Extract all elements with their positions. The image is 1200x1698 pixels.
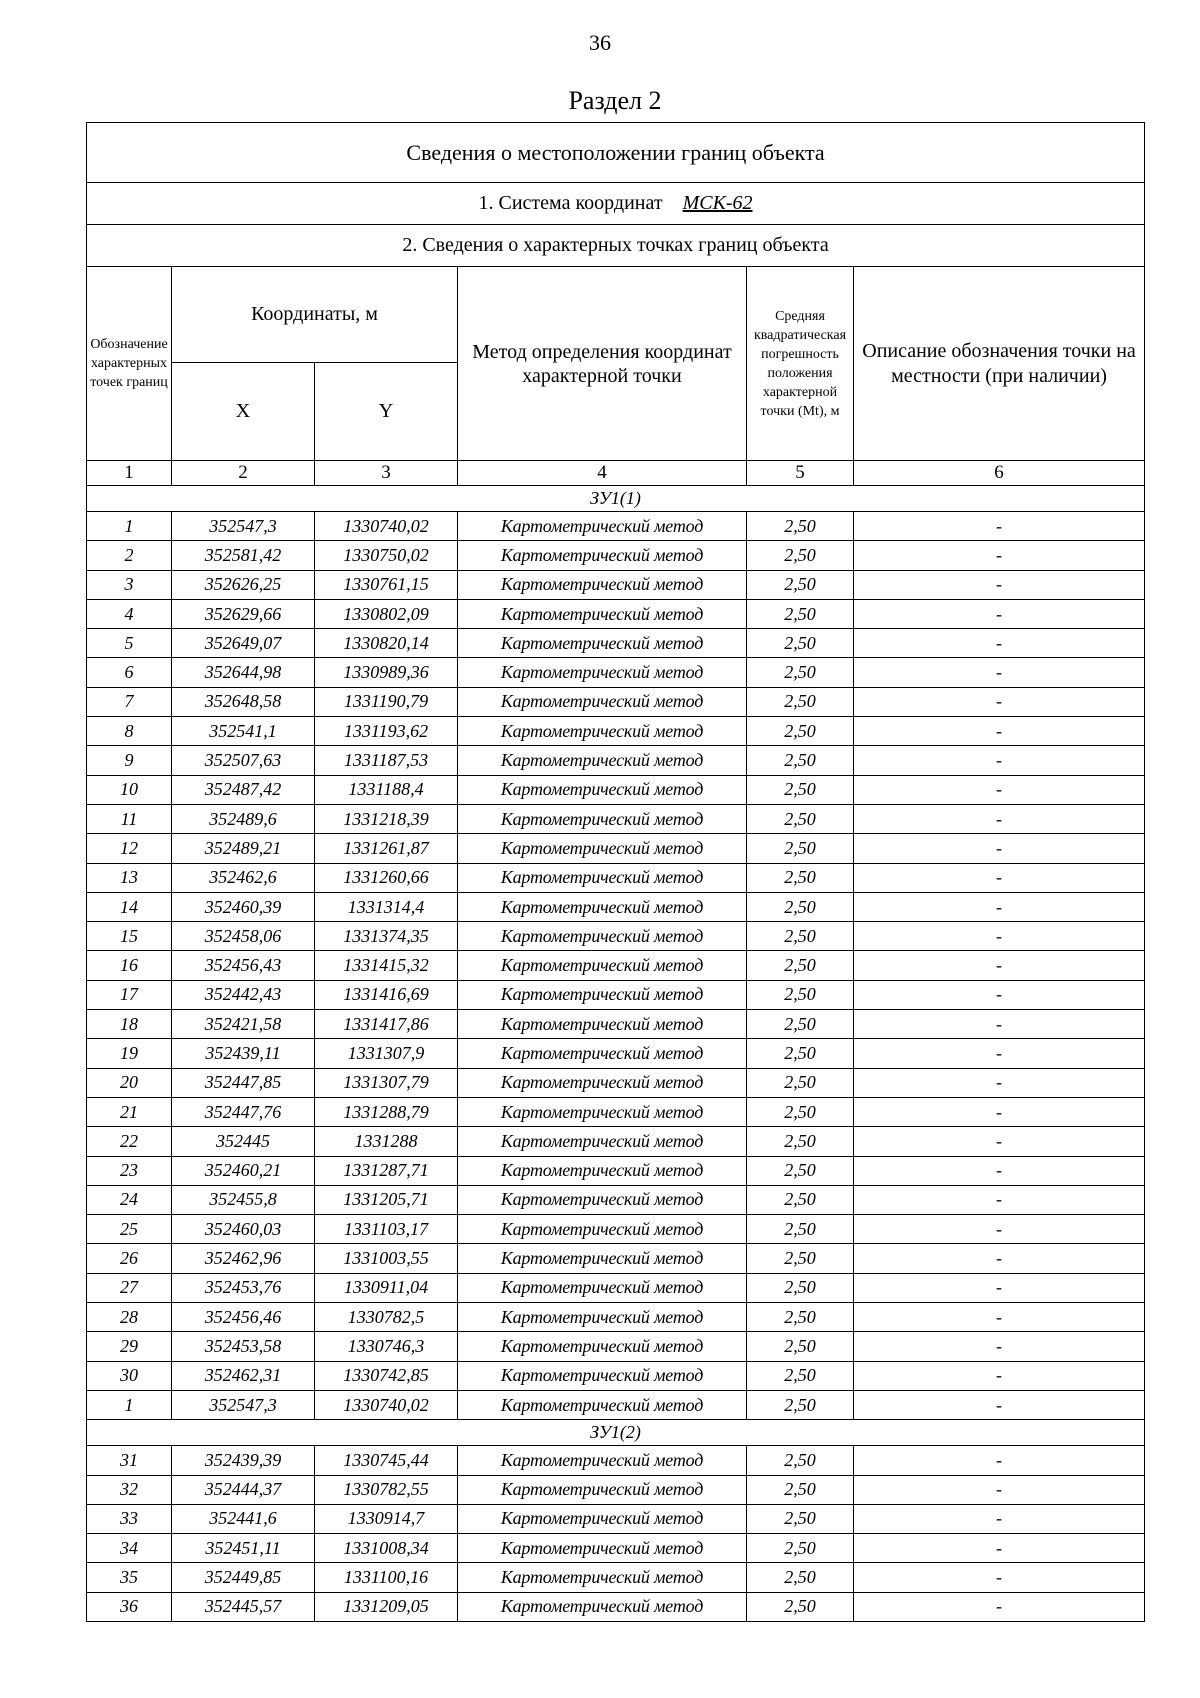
description-cell: -	[854, 1446, 1145, 1475]
description-cell: -	[854, 599, 1145, 628]
method-cell: Картометрический метод	[458, 1156, 747, 1185]
y-coordinate-cell: 1330740,02	[315, 1390, 458, 1419]
method-cell: Картометрический метод	[458, 629, 747, 658]
accuracy-cell: 2,50	[747, 541, 854, 570]
method-cell: Картометрический метод	[458, 1273, 747, 1302]
method-cell: Картометрический метод	[458, 1361, 747, 1390]
boundary-points-table	[86, 122, 1145, 1622]
x-coordinate-cell: 352460,03	[172, 1215, 315, 1244]
table-row	[87, 1504, 1145, 1533]
description-cell: -	[854, 980, 1145, 1009]
description-cell: -	[854, 1068, 1145, 1097]
point-number-cell: 2	[87, 541, 172, 570]
table-row	[87, 512, 1145, 541]
y-coordinate-cell: 1330782,5	[315, 1303, 458, 1332]
point-number-cell: 10	[87, 775, 172, 804]
x-coordinate-cell: 352489,21	[172, 834, 315, 863]
table-row	[87, 1592, 1145, 1621]
x-coordinate-cell: 352507,63	[172, 746, 315, 775]
accuracy-cell: 2,50	[747, 834, 854, 863]
y-coordinate-cell: 1331205,71	[315, 1185, 458, 1214]
table-row	[87, 1127, 1145, 1156]
accuracy-cell: 2,50	[747, 1504, 854, 1533]
point-number-cell: 7	[87, 687, 172, 716]
accuracy-cell: 2,50	[747, 599, 854, 628]
method-cell: Картометрический метод	[458, 1475, 747, 1504]
accuracy-cell: 2,50	[747, 1390, 854, 1419]
accuracy-cell: 2,50	[747, 1446, 854, 1475]
description-cell: -	[854, 1127, 1145, 1156]
table-row	[87, 687, 1145, 716]
accuracy-cell: 2,50	[747, 1592, 854, 1621]
x-coordinate-cell: 352441,6	[172, 1504, 315, 1533]
col-header-accuracy: Средняя квадратическая погрешность положения характерной точки (Mt), м	[747, 267, 854, 461]
description-cell: -	[854, 804, 1145, 833]
point-number-cell: 6	[87, 658, 172, 687]
accuracy-cell: 2,50	[747, 512, 854, 541]
group-name: ЗУ1(2)	[87, 1420, 1145, 1446]
description-cell: -	[854, 1534, 1145, 1563]
accuracy-cell: 2,50	[747, 1127, 854, 1156]
point-number-cell: 31	[87, 1446, 172, 1475]
y-coordinate-cell: 1331307,79	[315, 1068, 458, 1097]
x-coordinate-cell: 352453,76	[172, 1273, 315, 1302]
y-coordinate-cell: 1330820,14	[315, 629, 458, 658]
y-coordinate-cell: 1331416,69	[315, 980, 458, 1009]
point-number-cell: 32	[87, 1475, 172, 1504]
point-number-cell: 12	[87, 834, 172, 863]
y-coordinate-cell: 1331415,32	[315, 951, 458, 980]
description-cell: -	[854, 687, 1145, 716]
accuracy-cell: 2,50	[747, 746, 854, 775]
x-coordinate-cell: 352541,1	[172, 717, 315, 746]
description-cell: -	[854, 1361, 1145, 1390]
point-number-cell: 19	[87, 1039, 172, 1068]
method-cell: Картометрический метод	[458, 1010, 747, 1039]
description-cell: -	[854, 1303, 1145, 1332]
x-coordinate-cell: 352581,42	[172, 541, 315, 570]
table-row	[87, 804, 1145, 833]
description-cell: -	[854, 1475, 1145, 1504]
y-coordinate-cell: 1331190,79	[315, 687, 458, 716]
description-cell: -	[854, 629, 1145, 658]
x-coordinate-cell: 352456,46	[172, 1303, 315, 1332]
table-row	[87, 1361, 1145, 1390]
col-header-method: Метод определения координат характерной точки	[458, 267, 747, 461]
method-cell: Картометрический метод	[458, 512, 747, 541]
coord-system-row	[87, 183, 1145, 225]
method-cell: Картометрический метод	[458, 1068, 747, 1097]
accuracy-cell: 2,50	[747, 1010, 854, 1039]
table-row	[87, 1244, 1145, 1273]
description-cell: -	[854, 775, 1145, 804]
point-number-cell: 30	[87, 1361, 172, 1390]
table-row	[87, 1097, 1145, 1126]
accuracy-cell: 2,50	[747, 1185, 854, 1214]
table-row	[87, 1563, 1145, 1592]
x-coordinate-cell: 352547,3	[172, 512, 315, 541]
y-coordinate-cell: 1331188,4	[315, 775, 458, 804]
y-coordinate-cell: 1331103,17	[315, 1215, 458, 1244]
accuracy-cell: 2,50	[747, 1215, 854, 1244]
table-row	[87, 951, 1145, 980]
point-number-cell: 5	[87, 629, 172, 658]
accuracy-cell: 2,50	[747, 1244, 854, 1273]
point-number-cell: 23	[87, 1156, 172, 1185]
point-number-cell: 24	[87, 1185, 172, 1214]
point-number-cell: 26	[87, 1244, 172, 1273]
y-coordinate-cell: 1330782,55	[315, 1475, 458, 1504]
y-coordinate-cell: 1331260,66	[315, 863, 458, 892]
point-number-cell: 11	[87, 804, 172, 833]
y-coordinate-cell: 1330802,09	[315, 599, 458, 628]
coord-system-label: 1. Система координат	[478, 192, 663, 214]
method-cell: Картометрический метод	[458, 1534, 747, 1563]
description-cell: -	[854, 1215, 1145, 1244]
point-number-cell: 28	[87, 1303, 172, 1332]
table-row	[87, 629, 1145, 658]
column-number: 5	[747, 461, 854, 486]
method-cell: Картометрический метод	[458, 1390, 747, 1419]
x-coordinate-cell: 352489,6	[172, 804, 315, 833]
x-coordinate-cell: 352460,39	[172, 892, 315, 921]
accuracy-cell: 2,50	[747, 1097, 854, 1126]
point-number-cell: 8	[87, 717, 172, 746]
accuracy-cell: 2,50	[747, 1332, 854, 1361]
method-cell: Картометрический метод	[458, 980, 747, 1009]
point-number-cell: 35	[87, 1563, 172, 1592]
y-coordinate-cell: 1331100,16	[315, 1563, 458, 1592]
y-coordinate-cell: 1330911,04	[315, 1273, 458, 1302]
description-cell: -	[854, 1010, 1145, 1039]
points-heading: 2. Сведения о характерных точках границ объекта	[87, 225, 1145, 267]
table-row	[87, 1185, 1145, 1214]
y-coordinate-cell: 1331288,79	[315, 1097, 458, 1126]
description-cell: -	[854, 892, 1145, 921]
table-row	[87, 1068, 1145, 1097]
accuracy-cell: 2,50	[747, 1534, 854, 1563]
method-cell: Картометрический метод	[458, 658, 747, 687]
description-cell: -	[854, 1244, 1145, 1273]
description-cell: -	[854, 1039, 1145, 1068]
x-coordinate-cell: 352445	[172, 1127, 315, 1156]
table-row	[87, 1390, 1145, 1419]
y-coordinate-cell: 1331209,05	[315, 1592, 458, 1621]
method-cell: Картометрический метод	[458, 775, 747, 804]
point-number-cell: 27	[87, 1273, 172, 1302]
section-title: Раздел 2	[568, 86, 662, 115]
table-row	[87, 980, 1145, 1009]
point-number-cell: 14	[87, 892, 172, 921]
point-number-cell: 18	[87, 1010, 172, 1039]
point-number-cell: 33	[87, 1504, 172, 1533]
accuracy-cell: 2,50	[747, 1361, 854, 1390]
method-cell: Картометрический метод	[458, 687, 747, 716]
x-coordinate-cell: 352449,85	[172, 1563, 315, 1592]
table-row	[87, 775, 1145, 804]
table-row	[87, 1039, 1145, 1068]
x-coordinate-cell: 352421,58	[172, 1010, 315, 1039]
x-coordinate-cell: 352462,31	[172, 1361, 315, 1390]
point-number-cell: 3	[87, 570, 172, 599]
x-coordinate-cell: 352547,3	[172, 1390, 315, 1419]
x-coordinate-cell: 352445,57	[172, 1592, 315, 1621]
x-coordinate-cell: 352439,39	[172, 1446, 315, 1475]
y-coordinate-cell: 1330914,7	[315, 1504, 458, 1533]
method-cell: Картометрический метод	[458, 1097, 747, 1126]
table-row	[87, 1332, 1145, 1361]
description-cell: -	[854, 570, 1145, 599]
column-number: 4	[458, 461, 747, 486]
x-coordinate-cell: 352442,43	[172, 980, 315, 1009]
method-cell: Картометрический метод	[458, 1185, 747, 1214]
method-cell: Картометрический метод	[458, 834, 747, 863]
description-cell: -	[854, 1563, 1145, 1592]
method-cell: Картометрический метод	[458, 1332, 747, 1361]
table-row	[87, 1273, 1145, 1302]
y-coordinate-cell: 1331003,55	[315, 1244, 458, 1273]
point-number-cell: 22	[87, 1127, 172, 1156]
method-cell: Картометрический метод	[458, 1039, 747, 1068]
accuracy-cell: 2,50	[747, 717, 854, 746]
x-coordinate-cell: 352462,6	[172, 863, 315, 892]
table-row	[87, 746, 1145, 775]
point-number-cell: 16	[87, 951, 172, 980]
description-cell: -	[854, 1273, 1145, 1302]
description-cell: -	[854, 1185, 1145, 1214]
method-cell: Картометрический метод	[458, 1127, 747, 1156]
y-coordinate-cell: 1331008,34	[315, 1534, 458, 1563]
y-coordinate-cell: 1330761,15	[315, 570, 458, 599]
x-coordinate-cell: 352644,98	[172, 658, 315, 687]
point-number-cell: 21	[87, 1097, 172, 1126]
accuracy-cell: 2,50	[747, 1068, 854, 1097]
accuracy-cell: 2,50	[747, 980, 854, 1009]
y-coordinate-cell: 1331218,39	[315, 804, 458, 833]
group-header-row	[87, 486, 1145, 512]
x-coordinate-cell: 352462,96	[172, 1244, 315, 1273]
x-coordinate-cell: 352458,06	[172, 922, 315, 951]
method-cell: Картометрический метод	[458, 1446, 747, 1475]
method-cell: Картометрический метод	[458, 541, 747, 570]
x-coordinate-cell: 352439,11	[172, 1039, 315, 1068]
accuracy-cell: 2,50	[747, 775, 854, 804]
column-number: 2	[172, 461, 315, 486]
y-coordinate-cell: 1331417,86	[315, 1010, 458, 1039]
method-cell: Картометрический метод	[458, 863, 747, 892]
point-number-cell: 36	[87, 1592, 172, 1621]
method-cell: Картометрический метод	[458, 570, 747, 599]
y-coordinate-cell: 1331374,35	[315, 922, 458, 951]
description-cell: -	[854, 1390, 1145, 1419]
accuracy-cell: 2,50	[747, 1303, 854, 1332]
y-coordinate-cell: 1330745,44	[315, 1446, 458, 1475]
description-cell: -	[854, 1592, 1145, 1621]
accuracy-cell: 2,50	[747, 570, 854, 599]
description-cell: -	[854, 658, 1145, 687]
y-coordinate-cell: 1330740,02	[315, 512, 458, 541]
table-row	[87, 717, 1145, 746]
col-header-designation: Обозначение характерных точек границ	[87, 267, 172, 461]
col-header-x: X	[172, 363, 315, 461]
x-coordinate-cell: 352649,07	[172, 629, 315, 658]
point-number-cell: 20	[87, 1068, 172, 1097]
x-coordinate-cell: 352447,85	[172, 1068, 315, 1097]
table-row	[87, 541, 1145, 570]
accuracy-cell: 2,50	[747, 1475, 854, 1504]
table-row	[87, 922, 1145, 951]
description-cell: -	[854, 1156, 1145, 1185]
y-coordinate-cell: 1331307,9	[315, 1039, 458, 1068]
column-number: 6	[854, 461, 1145, 486]
point-number-cell: 1	[87, 512, 172, 541]
page-number: 36	[589, 30, 611, 55]
table-row	[87, 1446, 1145, 1475]
group-name: ЗУ1(1)	[87, 486, 1145, 512]
x-coordinate-cell: 352456,43	[172, 951, 315, 980]
description-cell: -	[854, 1097, 1145, 1126]
method-cell: Картометрический метод	[458, 1504, 747, 1533]
accuracy-cell: 2,50	[747, 1039, 854, 1068]
point-number-cell: 15	[87, 922, 172, 951]
method-cell: Картометрический метод	[458, 804, 747, 833]
point-number-cell: 1	[87, 1390, 172, 1419]
x-coordinate-cell: 352453,58	[172, 1332, 315, 1361]
coord-system-value: МСК-62	[682, 192, 753, 214]
method-cell: Картометрический метод	[458, 1303, 747, 1332]
y-coordinate-cell: 1331187,53	[315, 746, 458, 775]
table-row	[87, 1475, 1145, 1504]
method-cell: Картометрический метод	[458, 892, 747, 921]
point-number-cell: 9	[87, 746, 172, 775]
accuracy-cell: 2,50	[747, 1273, 854, 1302]
table-row	[87, 1303, 1145, 1332]
x-coordinate-cell: 352451,11	[172, 1534, 315, 1563]
description-cell: -	[854, 863, 1145, 892]
point-number-cell: 29	[87, 1332, 172, 1361]
method-cell: Картометрический метод	[458, 717, 747, 746]
column-number: 1	[87, 461, 172, 486]
y-coordinate-cell: 1330750,02	[315, 541, 458, 570]
method-cell: Картометрический метод	[458, 1215, 747, 1244]
table-row	[87, 599, 1145, 628]
y-coordinate-cell: 1330746,3	[315, 1332, 458, 1361]
method-cell: Картометрический метод	[458, 599, 747, 628]
x-coordinate-cell: 352455,8	[172, 1185, 315, 1214]
point-number-cell: 4	[87, 599, 172, 628]
x-coordinate-cell: 352444,37	[172, 1475, 315, 1504]
x-coordinate-cell: 352447,76	[172, 1097, 315, 1126]
method-cell: Картометрический метод	[458, 1244, 747, 1273]
table-title: Сведения о местоположении границ объекта	[87, 123, 1145, 183]
x-coordinate-cell: 352629,66	[172, 599, 315, 628]
x-coordinate-cell: 352460,21	[172, 1156, 315, 1185]
accuracy-cell: 2,50	[747, 687, 854, 716]
y-coordinate-cell: 1330742,85	[315, 1361, 458, 1390]
point-number-cell: 17	[87, 980, 172, 1009]
table-row	[87, 1010, 1145, 1039]
description-cell: -	[854, 834, 1145, 863]
col-header-description: Описание обозначения точки на местности (при наличии)	[854, 267, 1145, 461]
table-row	[87, 1534, 1145, 1563]
method-cell: Картометрический метод	[458, 1592, 747, 1621]
y-coordinate-cell: 1331193,62	[315, 717, 458, 746]
table-row	[87, 863, 1145, 892]
description-cell: -	[854, 1332, 1145, 1361]
y-coordinate-cell: 1331261,87	[315, 834, 458, 863]
method-cell: Картометрический метод	[458, 922, 747, 951]
col-header-coords: Координаты, м	[172, 267, 458, 363]
accuracy-cell: 2,50	[747, 1156, 854, 1185]
method-cell: Картометрический метод	[458, 1563, 747, 1592]
point-number-cell: 34	[87, 1534, 172, 1563]
description-cell: -	[854, 512, 1145, 541]
table-row	[87, 1215, 1145, 1244]
point-number-cell: 25	[87, 1215, 172, 1244]
col-header-y: Y	[315, 363, 458, 461]
y-coordinate-cell: 1331287,71	[315, 1156, 458, 1185]
y-coordinate-cell: 1330989,36	[315, 658, 458, 687]
table-row	[87, 1156, 1145, 1185]
table-row	[87, 834, 1145, 863]
method-cell: Картометрический метод	[458, 746, 747, 775]
description-cell: -	[854, 717, 1145, 746]
accuracy-cell: 2,50	[747, 863, 854, 892]
y-coordinate-cell: 1331288	[315, 1127, 458, 1156]
description-cell: -	[854, 1504, 1145, 1533]
description-cell: -	[854, 746, 1145, 775]
accuracy-cell: 2,50	[747, 922, 854, 951]
accuracy-cell: 2,50	[747, 629, 854, 658]
accuracy-cell: 2,50	[747, 1563, 854, 1592]
accuracy-cell: 2,50	[747, 658, 854, 687]
x-coordinate-cell: 352648,58	[172, 687, 315, 716]
x-coordinate-cell: 352626,25	[172, 570, 315, 599]
group-header-row	[87, 1420, 1145, 1446]
table-row	[87, 658, 1145, 687]
table-row	[87, 570, 1145, 599]
accuracy-cell: 2,50	[747, 951, 854, 980]
accuracy-cell: 2,50	[747, 804, 854, 833]
accuracy-cell: 2,50	[747, 892, 854, 921]
column-number: 3	[315, 461, 458, 486]
method-cell: Картометрический метод	[458, 951, 747, 980]
point-number-cell: 13	[87, 863, 172, 892]
y-coordinate-cell: 1331314,4	[315, 892, 458, 921]
description-cell: -	[854, 922, 1145, 951]
table-row	[87, 892, 1145, 921]
x-coordinate-cell: 352487,42	[172, 775, 315, 804]
description-cell: -	[854, 951, 1145, 980]
description-cell: -	[854, 541, 1145, 570]
